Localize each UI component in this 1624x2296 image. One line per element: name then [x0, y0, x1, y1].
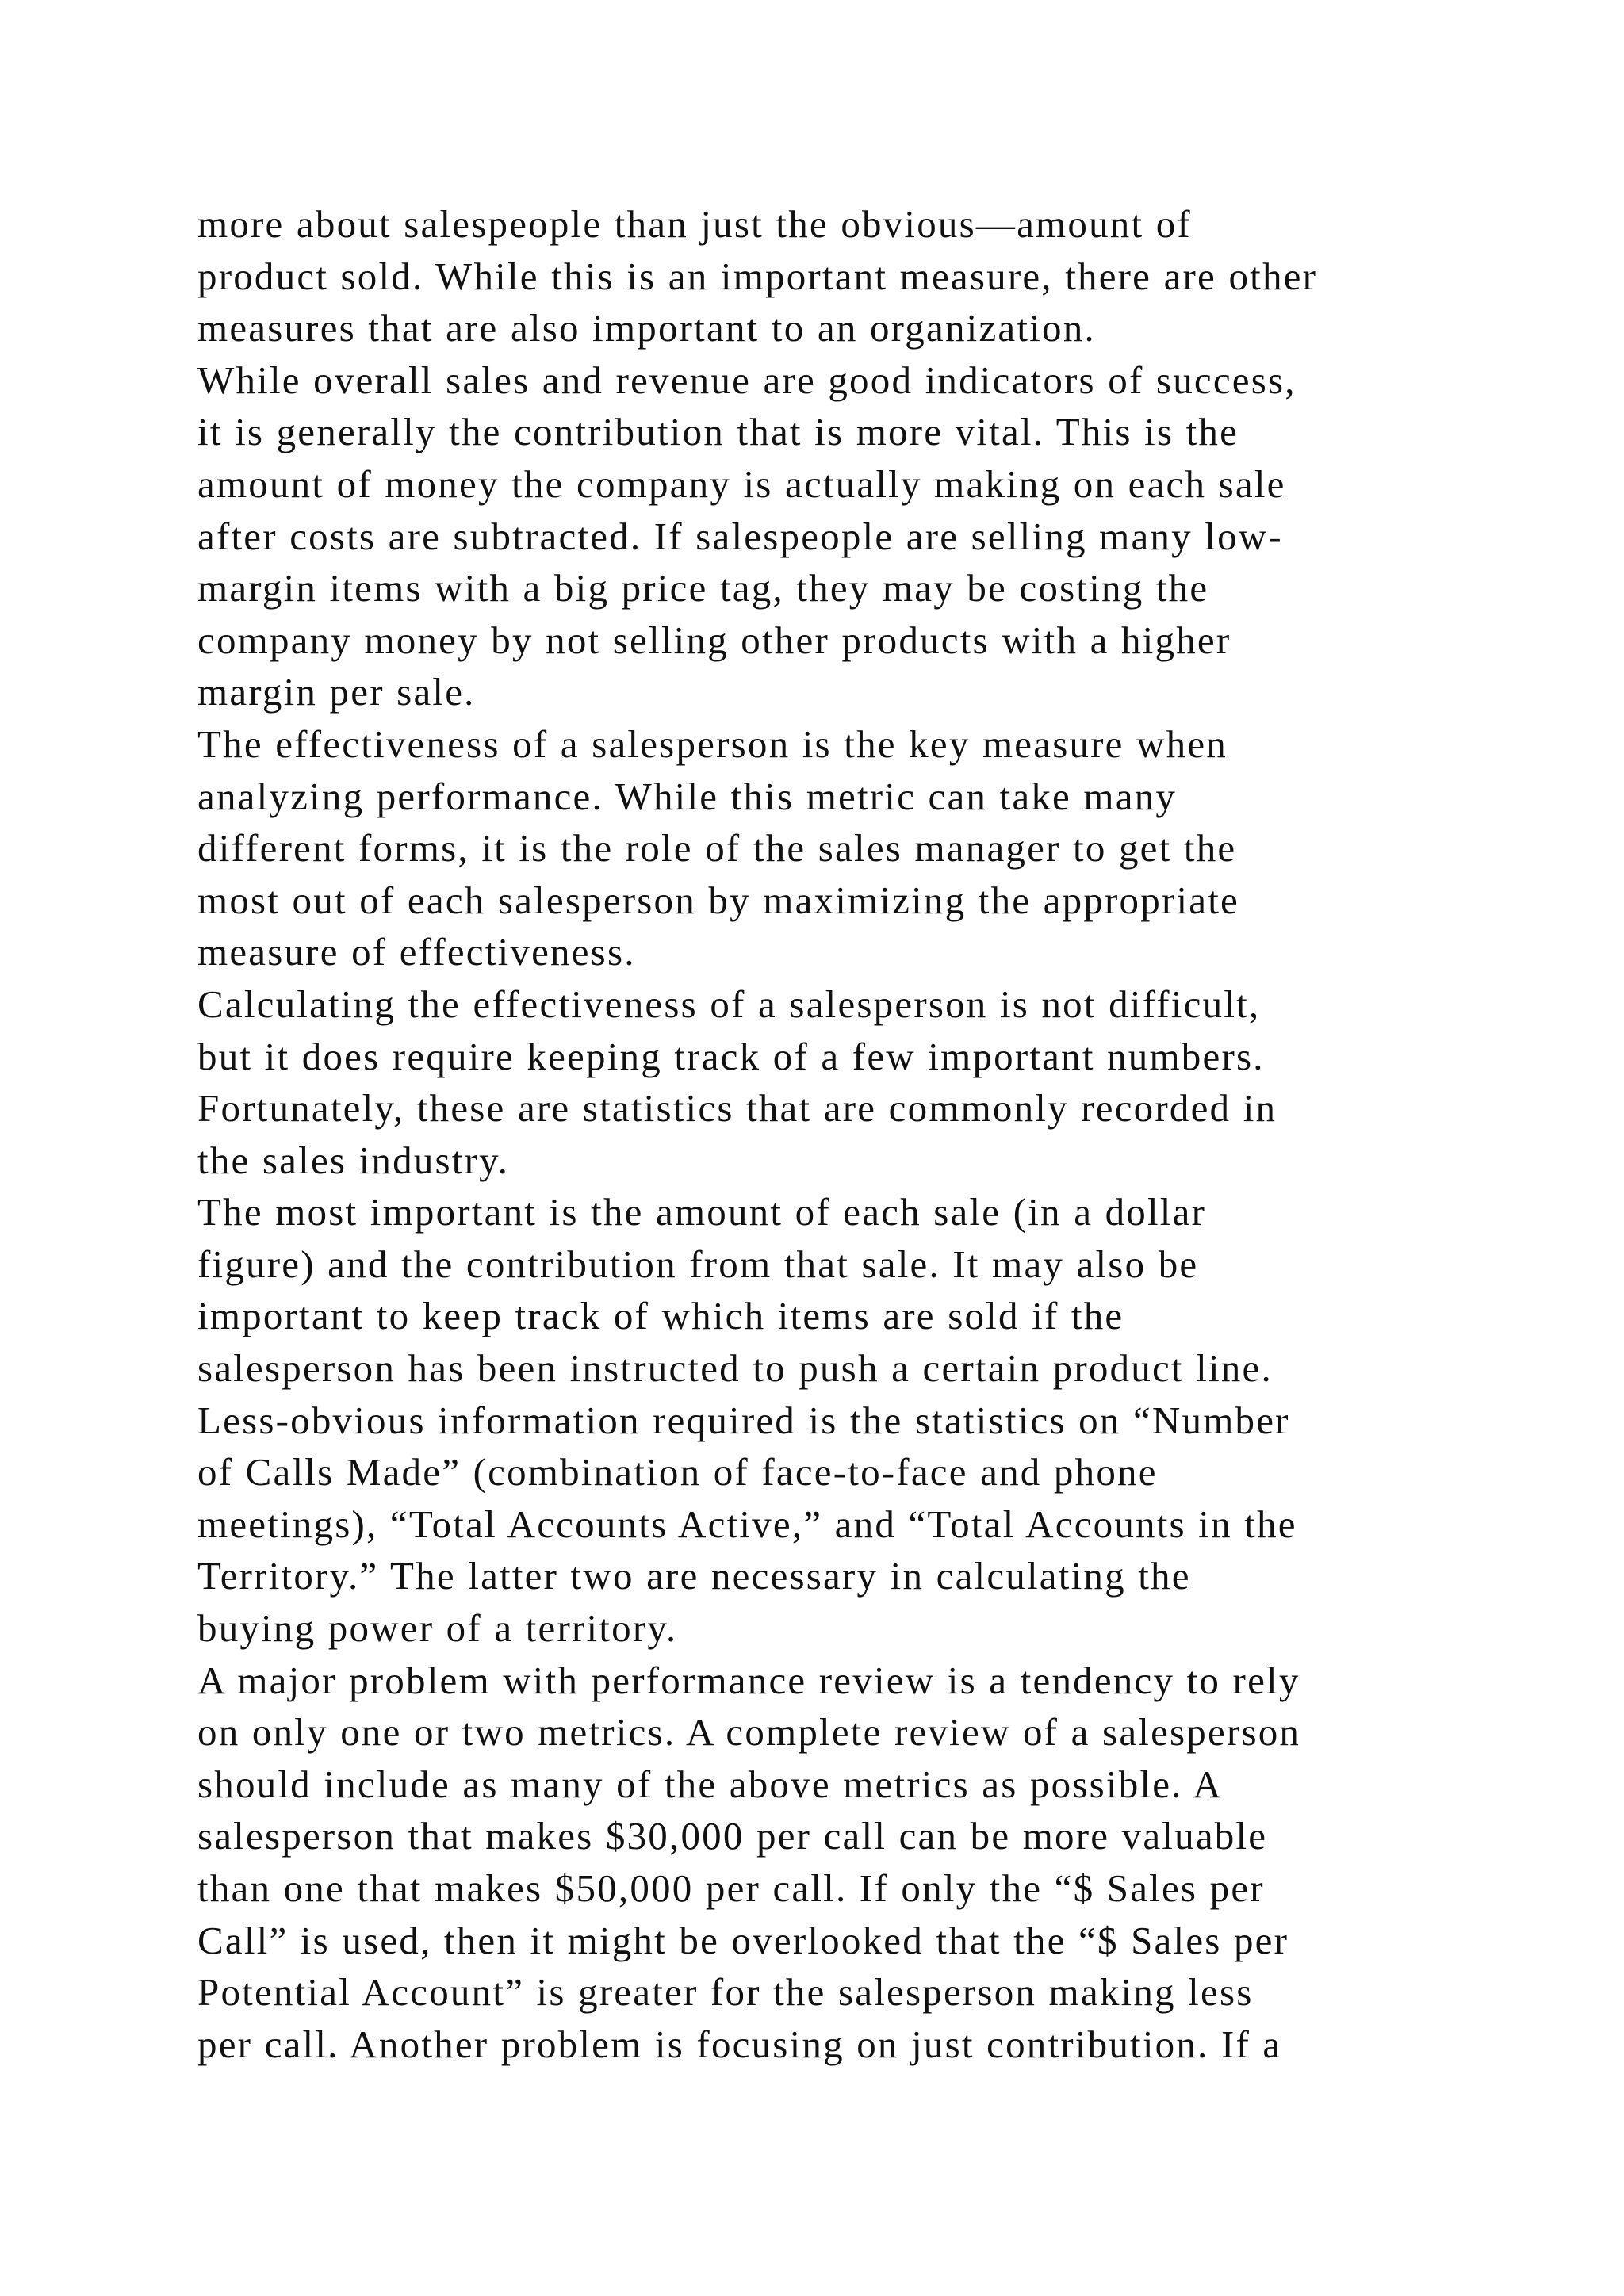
text-line: measure of effectiveness. [197, 930, 636, 974]
text-line: but it does require keeping track of a few important numbers. [197, 1034, 1265, 1078]
text-line: after costs are subtracted. If salespeople are selling many low- [197, 514, 1283, 558]
text-line: product sold. While this is an important measure, there are other [197, 254, 1318, 298]
text-line: per call. Another problem is focusing on just contribution. If a [197, 2022, 1282, 2066]
text-line: amount of money the company is actually making on each sale [197, 461, 1286, 506]
text-line: Potential Account” is greater for the salesperson making less [197, 1970, 1254, 2015]
text-line: it is generally the contribution that is more vital. This is the [197, 410, 1239, 454]
text-line: of Calls Made” (combination of face-to-face and phone [197, 1450, 1158, 1494]
text-line: different forms, it is the role of the sales manager to get the [197, 826, 1237, 871]
text-line: Calculating the effectiveness of a salesperson is not difficult, [197, 982, 1261, 1026]
text-line: A major problem with performance review is a tendency to rely [197, 1658, 1300, 1702]
text-line: most out of each salesperson by maximizing the appropriate [197, 878, 1239, 922]
text-line: should include as many of the above metrics as possible. A [197, 1762, 1223, 1806]
text-line: Fortunately, these are statistics that are commonly recorded in [197, 1086, 1277, 1131]
text-line: measures that are also important to an organization. [197, 306, 1096, 350]
body-text [197, 198, 1506, 2070]
text-line: figure) and the contribution from that sale. It may also be [197, 1242, 1199, 1286]
text-line: The most important is the amount of each sale (in a dollar [197, 1190, 1207, 1234]
text-line: While overall sales and revenue are good indicators of success, [197, 358, 1297, 402]
text-line: than one that makes $50,000 per call. If only the “$ Sales per [197, 1866, 1265, 1910]
text-line: salesperson has been instructed to push a certain product line. [197, 1346, 1273, 1391]
text-line: Territory.” The latter two are necessary in calculating the [197, 1554, 1191, 1598]
text-line: meetings), “Total Accounts Active,” and “Total Accounts in the [197, 1502, 1297, 1546]
text-line: more about salespeople than just the obvious—amount of [197, 202, 1192, 246]
text-line: analyzing performance. While this metric can take many [197, 774, 1178, 818]
text-line: Call” is used, then it might be overlooked that the “$ Sales per [197, 1918, 1289, 1962]
text-line: company money by not selling other products with a higher [197, 618, 1231, 662]
text-line: margin per sale. [197, 670, 476, 714]
text-line: margin items with a big price tag, they may be costing the [197, 566, 1209, 610]
text-line: salesperson that makes $30,000 per call can be more valuable [197, 1814, 1268, 1858]
text-line: Less-obvious information required is the statistics on “Number [197, 1398, 1290, 1442]
text-line: on only one or two metrics. A complete review of a salesperson [197, 1710, 1301, 1755]
text-line: buying power of a territory. [197, 1606, 678, 1651]
text-line: important to keep track of which items are sold if the [197, 1294, 1124, 1338]
text-line: The effectiveness of a salesperson is the key measure when [197, 721, 1228, 766]
text-line: the sales industry. [197, 1138, 510, 1182]
